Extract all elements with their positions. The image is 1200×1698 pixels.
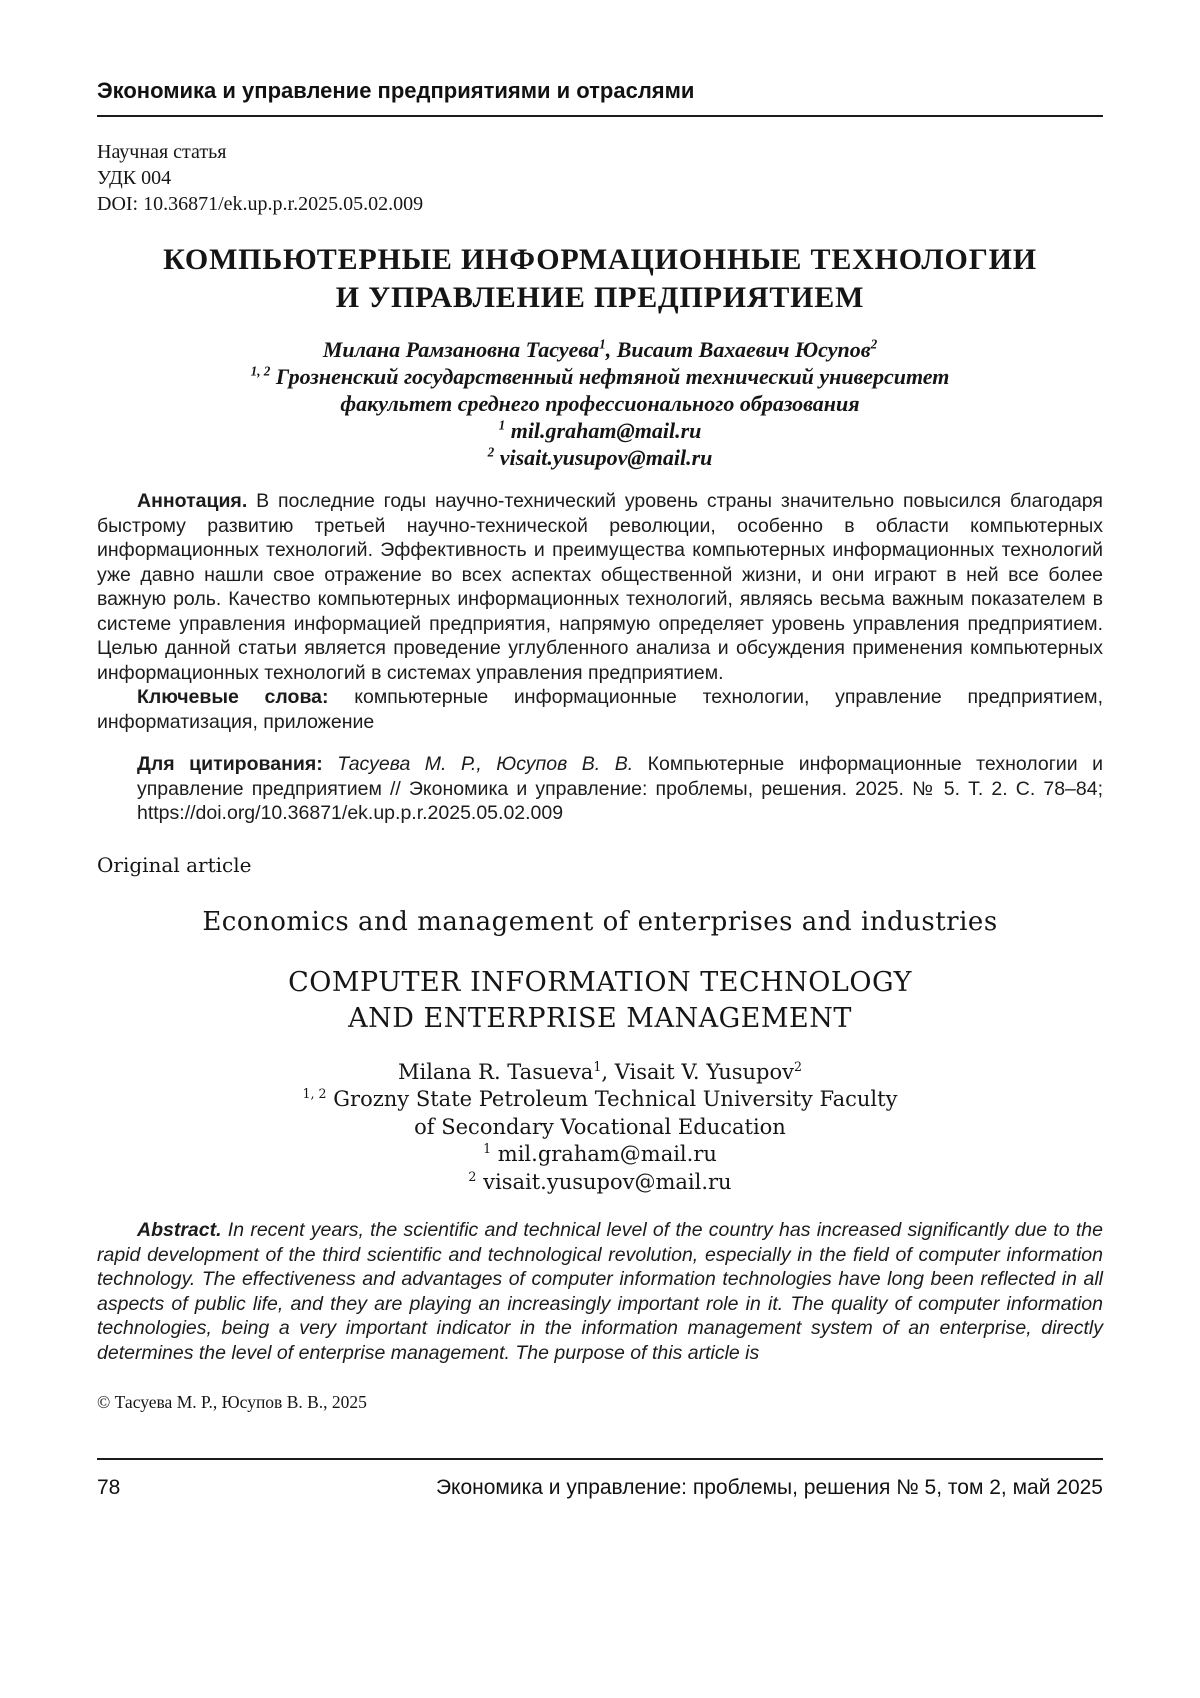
- title-ru-line-1: КОМПЬЮТЕРНЫЕ ИНФОРМАЦИОННЫЕ ТЕХНОЛОГИИ: [163, 243, 1037, 276]
- email-en-2-superscript: 2: [468, 1168, 477, 1184]
- udc-line: УДК 004: [97, 167, 172, 189]
- page-number: 78: [97, 1476, 121, 1499]
- authors-ru-separator: ,: [605, 337, 617, 362]
- keywords-ru-text: компьютерные информационные технологии, управление предприятием, информатизация, приложение: [97, 686, 1103, 733]
- university-name-en: Grozny State Petroleum Technical University Faculty: [333, 1087, 898, 1111]
- keywords-ru: [97, 685, 1103, 734]
- university-name-ru: Грозненский государственный нефтяной технический университет: [275, 364, 950, 389]
- email-en-1: [97, 1141, 1103, 1169]
- affiliation-ru-line-1: [97, 363, 1103, 390]
- email-ru-1-address: mil.graham@mail.ru: [510, 418, 702, 443]
- abstract-en-text: In recent years, the scientific and technical level of the country has increased significantly due to the rapid development of the third scientific and technological revolution, especially in the field of computer information technology. The effectiveness and advantages of computer information technologies have long been reflected in all aspects of public life, and they are playing an increasingly important role in it. The quality of computer information technologies, being a very important indicator in the information management system of an enterprise, directly determines the level of enterprise management. The purpose of this article is: [97, 1219, 1103, 1364]
- running-head: [97, 78, 1103, 117]
- authors-block-ru: [97, 336, 1103, 471]
- title-ru-line-2: И УПРАВЛЕНИЕ ПРЕДПРИЯТИЕМ: [335, 280, 865, 314]
- abstract-en: [97, 1218, 1103, 1365]
- title-en-line-2: AND ENTERPRISE MANAGEMENT: [348, 1002, 852, 1034]
- email-ru-2-address: visait.yusupov@mail.ru: [499, 445, 713, 470]
- journal-footer-line: Экономика и управление: проблемы, решения № 5, том 2, май 2025: [435, 1476, 1103, 1499]
- abstract-ru: [97, 489, 1103, 685]
- email-en-1-address: mil.graham@mail.ru: [497, 1142, 717, 1166]
- journal-section-heading: Экономика и управление предприятиями и отраслями: [97, 78, 695, 103]
- page-footer: [97, 1476, 1103, 1500]
- title-en-line-1: COMPUTER INFORMATION TECHNOLOGY: [288, 966, 912, 998]
- email-ru-1-superscript: 1: [498, 417, 506, 433]
- affiliation-ru-line-2: факультет среднего профессионального образования: [340, 391, 860, 416]
- article-title-en: [97, 965, 1103, 1037]
- citation-ru-authors: Тасуева М. Р., Юсупов В. В.: [337, 753, 634, 775]
- article-type-label: Научная статья: [97, 141, 227, 163]
- header-rule: [97, 115, 1103, 117]
- authors-line-ru: [97, 336, 1103, 363]
- email-ru-2: [97, 444, 1103, 471]
- keywords-ru-label: Ключевые слова:: [137, 686, 329, 708]
- author-en-2: Visait V. Yusupov: [614, 1059, 795, 1084]
- author-ru-2: Висаит Вахаевич Юсупов: [616, 337, 871, 362]
- copyright-line: © Тасуева М. Р., Юсупов В. В., 2025: [97, 1392, 367, 1412]
- author-en-1: Milana R. Tasueva: [397, 1059, 594, 1084]
- footer-rule: [97, 1458, 1103, 1460]
- email-en-2: [97, 1169, 1103, 1197]
- email-en-2-address: visait.yusupov@mail.ru: [483, 1169, 732, 1194]
- email-en-1-superscript: 1: [483, 1141, 492, 1156]
- abstract-ru-text: В последние годы научно-технический уровень страны значительно повысился благодаря быстрому развитию третьей научно-технической революции, особенно в области компьютерных информационных технологий. Эффективность и преимущества компьютерных информационных технологий уже давно нашли свое отражение во всех аспектах общественной жизни, и они играют в ней все более важную роль. Качество компьютерных информационных технологий, являясь весьма важным показателем в системе управления информацией предприятия, напрямую определяет уровень управления предприятием. Целью данной статьи является проведение углубленного анализа и обсуждения применения компьютерных информационных технологий в системах управления предприятием.: [97, 490, 1103, 684]
- email-ru-1: [97, 417, 1103, 444]
- affiliation-en-superscript: 1, 2: [302, 1086, 327, 1101]
- author-ru-1-superscript: 1: [599, 336, 606, 352]
- email-ru-2-superscript: 2: [487, 444, 495, 460]
- author-en-1-superscript: 1: [593, 1058, 602, 1074]
- citation-ru: [137, 752, 1103, 826]
- author-ru-2-superscript: 2: [870, 336, 878, 352]
- journal-section-heading-en: Economics and management of enterprises and industries: [202, 906, 998, 937]
- original-article-label: Original article: [97, 852, 252, 877]
- article-meta: [97, 139, 1103, 217]
- author-en-2-superscript: 2: [794, 1058, 803, 1074]
- doi-line: DOI: 10.36871/ek.up.p.r.2025.05.02.009: [97, 193, 424, 215]
- affiliation-en-line-1: [97, 1086, 1103, 1114]
- affiliation-en-line-2: of Secondary Vocational Education: [414, 1114, 786, 1139]
- affiliation-ru-superscript: 1, 2: [250, 363, 271, 379]
- author-ru-1: Милана Рамзановна Тасуева: [322, 337, 600, 362]
- authors-line-en: [97, 1059, 1103, 1087]
- authors-en-separator: ,: [601, 1059, 615, 1084]
- abstract-ru-label: Аннотация.: [137, 490, 248, 512]
- citation-ru-text: Компьютерные информационные технологии и управление предприятием // Экономика и управление: проблемы, решения. 2025. № 5. Т. 2. С. 78–84; https://doi.org/10.36871/ek.up.p.r.2025.05.02.009: [137, 753, 1103, 824]
- authors-block-en: [97, 1059, 1103, 1197]
- article-title-ru: [97, 241, 1103, 316]
- citation-ru-label: Для цитирования:: [137, 753, 323, 775]
- abstract-en-label: Abstract.: [137, 1219, 222, 1241]
